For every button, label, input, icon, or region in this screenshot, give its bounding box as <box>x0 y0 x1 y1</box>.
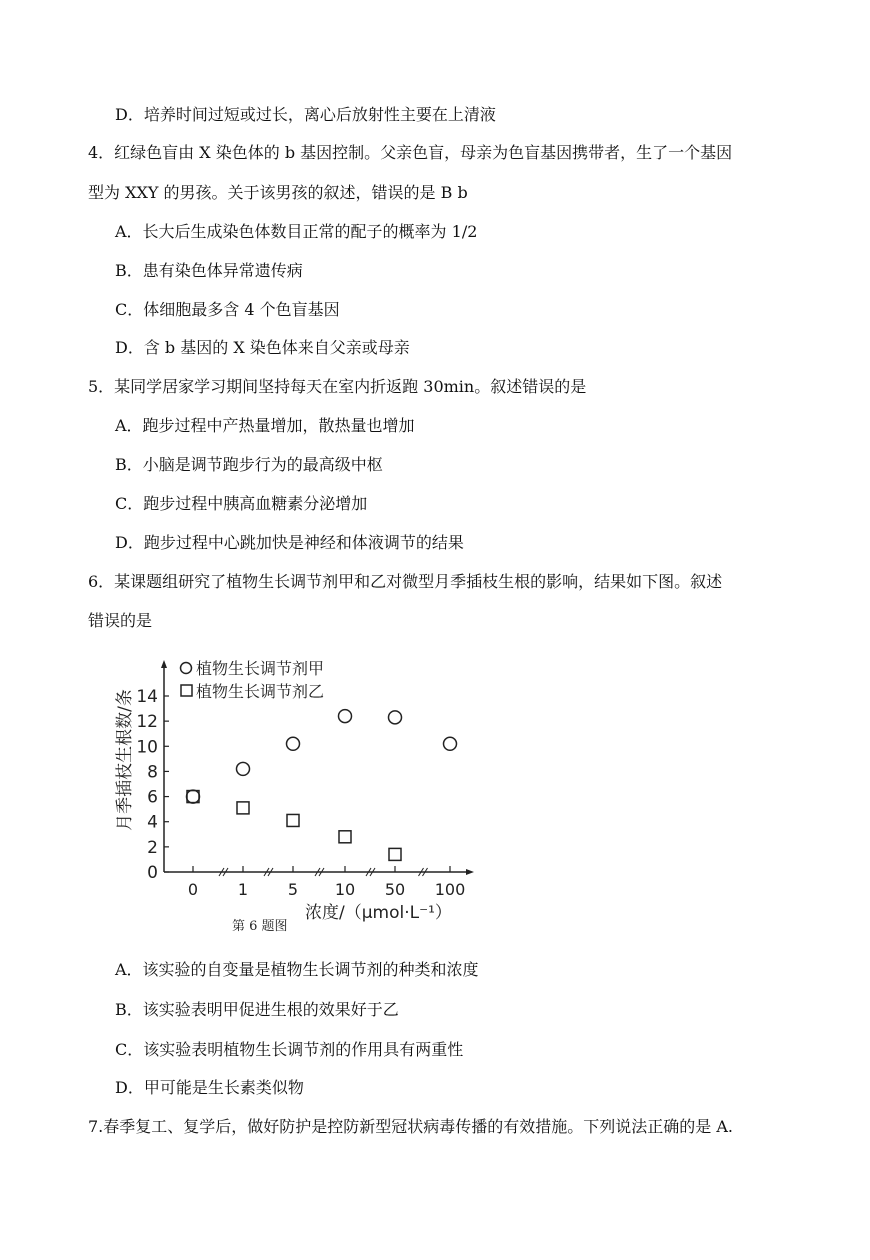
data-point-square <box>339 831 351 843</box>
q4-stem-line1: 4．红绿色盲由 X 染色体的 b 基因控制。父亲色盲，母亲为色盲基因携带者，生了一个基因 <box>88 143 733 162</box>
figure-caption: 第 6 题图 <box>232 919 288 934</box>
x-tick-label: 1 <box>237 880 249 899</box>
data-point-circle <box>287 737 300 750</box>
legend-series-2: 植物生长调节剂乙 <box>196 682 325 701</box>
x-axis-arrow-icon <box>466 869 474 875</box>
y-tick-label: 2 <box>147 837 158 858</box>
q5-stem: 5．某同学居家学习期间坚持每天在室内折返跑 30min。叙述错误的是 <box>88 377 587 396</box>
q6-option-c: C．该实验表明植物生长调节剂的作用具有两重性 <box>115 1040 464 1059</box>
legend-series-1: 植物生长调节剂甲 <box>196 659 325 678</box>
q6-option-a: A．该实验的自变量是植物生长调节剂的种类和浓度 <box>115 960 479 979</box>
data-point-circle <box>339 710 352 723</box>
data-point-square <box>389 848 401 860</box>
legend-square-icon <box>181 685 192 696</box>
legend-circle-icon <box>181 663 192 674</box>
x-tick-label: 0 <box>187 880 199 899</box>
q7-stem: 7.春季复工、复学后，做好防护是控防新型冠状病毒传播的有效措施。下列说法正确的是 A. <box>88 1117 733 1136</box>
q6-stem-line2: 错误的是 <box>88 611 153 630</box>
y-tick-label: 8 <box>147 762 158 783</box>
q4-stem-line2: 型为 XXY 的男孩。关于该男孩的叙述，错误的是 B b <box>88 183 468 202</box>
data-point-square <box>287 814 299 826</box>
q5-option-d: D．跑步过程中心跳加快是神经和体液调节的结果 <box>115 533 464 552</box>
data-point-circle <box>444 737 457 750</box>
y-tick-label: 6 <box>147 787 158 808</box>
y-axis-label: 月季插枝生根数/条 <box>115 689 135 831</box>
q6-option-b: B．该实验表明甲促进生根的效果好于乙 <box>115 1000 399 1019</box>
y-tick-label: 12 <box>136 712 158 733</box>
data-point-square <box>237 802 249 814</box>
x-axis-label: 浓度/（μmol·L⁻¹） <box>305 903 452 923</box>
q4-option-a: A．长大后生成染色体数目正常的配子的概率为 1/2 <box>115 222 478 241</box>
q5-option-a: A．跑步过程中产热量增加，散热量也增加 <box>115 416 415 435</box>
q4-option-c: C．体细胞最多含 4 个色盲基因 <box>115 300 340 319</box>
y-tick-label: 14 <box>136 687 158 707</box>
q5-option-c: C．跑步过程中胰高血糖素分泌增加 <box>115 494 368 513</box>
y-axis-arrow-icon <box>161 660 167 668</box>
x-tick-label: 50 <box>384 880 406 899</box>
q3-option-d: D．培养时间过短或过长，离心后放射性主要在上清液 <box>115 105 496 124</box>
q4-option-b: B．患有染色体异常遗传病 <box>115 261 303 280</box>
y-tick-label: 4 <box>147 812 158 833</box>
y-tick-label: 10 <box>136 737 158 758</box>
q6-option-d: D．甲可能是生长素类似物 <box>115 1078 304 1097</box>
q4-option-d: D．含 b 基因的 X 染色体来自父亲或母亲 <box>115 338 410 357</box>
data-point-circle <box>187 790 200 803</box>
data-point-circle <box>389 711 402 724</box>
y-tick-label: 0 <box>147 863 158 883</box>
q6-stem-line1: 6．某课题组研究了植物生长调节剂甲和乙对微型月季插枝生根的影响，结果如下图。叙述 <box>88 572 723 591</box>
x-tick-label: 5 <box>287 880 299 899</box>
x-tick-label: 10 <box>334 880 356 899</box>
q5-option-b: B．小脑是调节跑步行为的最高级中枢 <box>115 455 383 474</box>
data-point-circle <box>237 762 250 775</box>
x-tick-label: 100 <box>434 880 466 899</box>
